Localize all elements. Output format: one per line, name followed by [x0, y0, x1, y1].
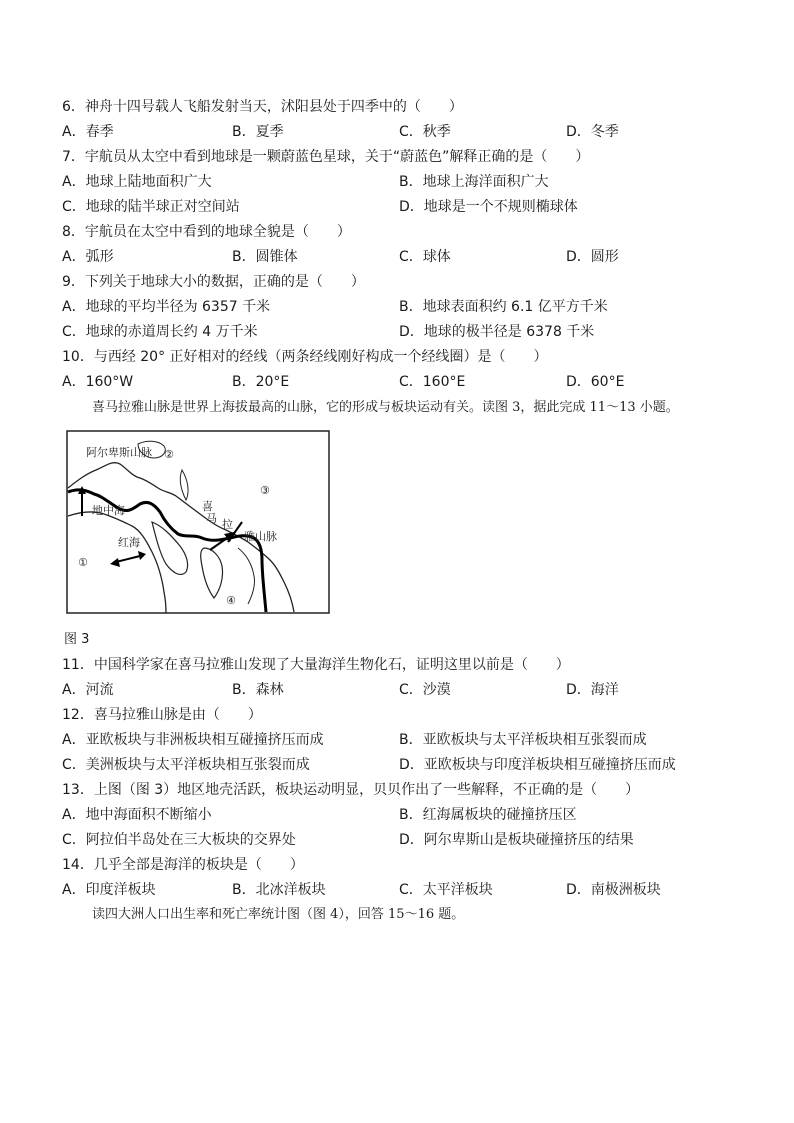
label-alps: 阿尔卑斯山脉: [86, 446, 152, 459]
q12-option-d: D．亚欧板块与印度洋板块相互碰撞挤压而成: [399, 757, 676, 773]
q14-option-b: B．北冰洋板块: [232, 882, 326, 898]
plate-boundary-map: [66, 430, 330, 614]
q11-option-c: C．沙漠: [399, 682, 451, 698]
figure-caption: 图 3: [64, 632, 90, 647]
q10-option-d: D．60°E: [566, 374, 625, 390]
question-11-stem: 11．中国科学家在喜马拉雅山发现了大量海洋生物化石，证明这里以前是（ ）: [62, 657, 570, 673]
q12-option-c: C．美洲板块与太平洋板块相互张裂而成: [62, 757, 310, 773]
label-region-4: ④: [226, 594, 236, 607]
q7-option-b: B．地球上海洋面积广大: [399, 174, 549, 190]
label-himalaya-1: 喜: [202, 500, 213, 513]
q13-option-c: C．阿拉伯半岛处在三大板块的交界处: [62, 832, 296, 848]
q7-option-c: C．地球的陆半球正对空间站: [62, 199, 240, 215]
q8-option-c: C．球体: [399, 249, 451, 265]
question-12-stem: 12．喜马拉雅山脉是由（ ）: [62, 707, 262, 723]
q10-option-b: B．20°E: [232, 374, 290, 390]
question-14-stem: 14．几乎全部是海洋的板块是（ ）: [62, 857, 304, 873]
q14-option-a: A．印度洋板块: [62, 882, 156, 898]
question-10-stem: 10．与西经 20° 正好相对的经线（两条经线刚好构成一个经线圈）是（ ）: [62, 349, 548, 365]
q14-option-c: C．太平洋板块: [399, 882, 493, 898]
q9-option-a: A．地球的平均半径为 6357 千米: [62, 299, 271, 315]
question-13-stem: 13．上图（图 3）地区地壳活跃，板块运动明显，贝贝作出了一些解释，不正确的是（ ）: [62, 782, 640, 798]
q8-option-b: B．圆锥体: [232, 249, 298, 265]
label-himalaya-4: 雅山脉: [244, 530, 277, 543]
q6-option-b: B．夏季: [232, 124, 284, 140]
q13-option-d: D．阿尔卑斯山是板块碰撞挤压的结果: [399, 832, 634, 848]
q13-option-a: A．地中海面积不断缩小: [62, 807, 212, 823]
q8-option-d: D．圆形: [566, 249, 619, 265]
q13-option-b: B．红海属板块的碰撞挤压区: [399, 807, 577, 823]
q12-option-b: B．亚欧板块与太平洋板块相互张裂而成: [399, 732, 647, 748]
q7-option-d: D．地球是一个不规则椭球体: [399, 199, 578, 215]
q8-option-a: A．弧形: [62, 249, 114, 265]
q12-option-a: A．亚欧板块与非洲板块相互碰撞挤压而成: [62, 732, 324, 748]
q11-option-b: B．森林: [232, 682, 284, 698]
q7-option-a: A．地球上陆地面积广大: [62, 174, 212, 190]
q10-option-c: C．160°E: [399, 374, 466, 390]
question-7-stem: 7．宇航员从太空中看到地球是一颗蔚蓝色星球，关于“蔚蓝色”解释正确的是（ ）: [62, 149, 590, 165]
q9-option-c: C．地球的赤道周长约 4 万千米: [62, 324, 258, 340]
label-himalaya-3: 拉: [222, 518, 233, 531]
q6-option-d: D．冬季: [566, 124, 619, 140]
q10-option-a: A．160°W: [62, 374, 134, 390]
q6-option-c: C．秋季: [399, 124, 451, 140]
passage-intro-11-13: 喜马拉雅山脉是世界上海拔最高的山脉，它的形成与板块运动有关。读图 3，据此完成 11～13 小题。: [92, 400, 679, 415]
passage-intro-15-16: 读四大洲人口出生率和死亡率统计图（图 4），回答 15～16 题。: [92, 907, 465, 922]
question-8-stem: 8．宇航员在太空中看到的地球全貌是（ ）: [62, 224, 351, 240]
q14-option-d: D．南极洲板块: [566, 882, 661, 898]
q11-option-a: A．河流: [62, 682, 114, 698]
q11-option-d: D．海洋: [566, 682, 619, 698]
label-himalaya-2: 马: [206, 512, 217, 525]
q6-option-a: A．春季: [62, 124, 114, 140]
label-region-1: ①: [78, 556, 88, 569]
question-6-stem: 6．神舟十四号载人飞船发射当天，沭阳县处于四季中的（ ）: [62, 99, 463, 115]
q9-option-b: B．地球表面积约 6.1 亿平方千米: [399, 299, 608, 315]
label-region-3: ③: [260, 484, 270, 497]
q9-option-d: D．地球的极半径是 6378 千米: [399, 324, 595, 340]
label-red-sea: 红海: [118, 536, 140, 549]
label-mediterranean: 地中海: [92, 504, 125, 517]
question-9-stem: 9．下列关于地球大小的数据，正确的是（ ）: [62, 274, 365, 290]
label-region-2: ②: [164, 448, 174, 461]
